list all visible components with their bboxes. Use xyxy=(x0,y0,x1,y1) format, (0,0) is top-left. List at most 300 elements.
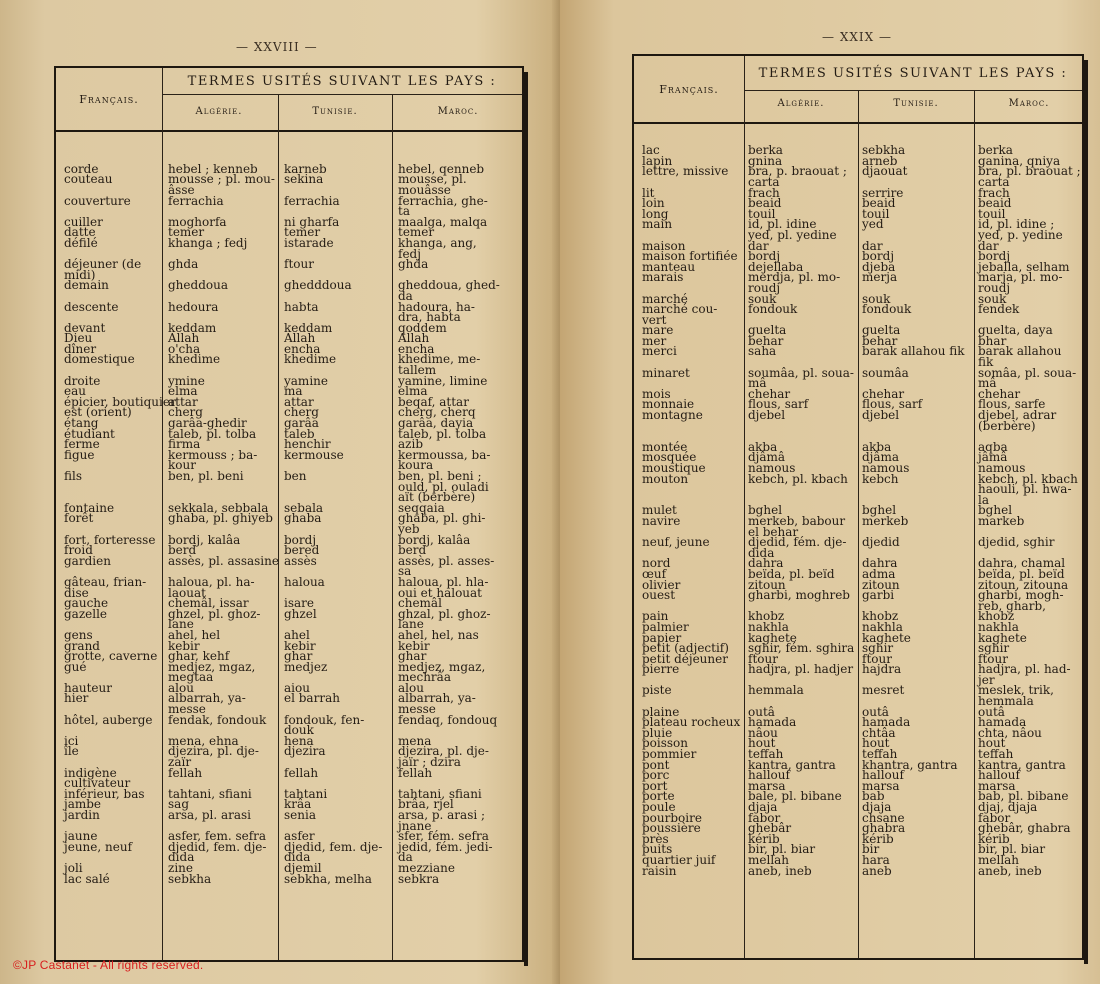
table-cell: jâmâ xyxy=(978,450,1008,465)
copyright-notice: ©JP Castanet - All rights reserved. xyxy=(13,958,204,972)
table-cell: sebala xyxy=(284,500,324,515)
table-cell: gué xyxy=(64,659,87,674)
table-cell: djaouat xyxy=(862,164,908,179)
table-cell: hallouf xyxy=(748,768,790,783)
table-cell: yed, p. yedine xyxy=(978,227,1063,242)
table-cell: djedid, sghir xyxy=(978,535,1055,550)
table-cell: chehar xyxy=(748,386,791,401)
table-cell: khantra, gantra xyxy=(862,757,958,772)
table-cell: merja xyxy=(862,270,898,285)
table-cell: medjez, mgaz, xyxy=(168,659,256,674)
table-cell xyxy=(978,124,1081,135)
table-cell: kérib xyxy=(748,831,780,846)
right-header-francais: Français. xyxy=(659,82,719,96)
table-cell: barak allahou fik xyxy=(862,344,965,359)
table-cell: bir, pl. biar xyxy=(978,842,1046,857)
table-cell xyxy=(398,132,500,143)
table-cell: lac xyxy=(642,143,660,158)
table-cell: sghir xyxy=(862,641,894,656)
table-cell: fabor xyxy=(748,810,781,825)
table-cell: mâ xyxy=(748,376,767,391)
table-cell: merkeb xyxy=(862,513,909,528)
table-cell: namous xyxy=(748,461,796,475)
table-cell: poisson xyxy=(642,736,689,751)
table-cell: indigène xyxy=(64,765,117,780)
table-cell: djezira, pl. dje- xyxy=(398,744,489,759)
table-cell: gens xyxy=(64,627,93,642)
table-cell: arneb xyxy=(862,153,898,168)
table-cell: poule xyxy=(642,800,676,814)
table-cell: dida xyxy=(284,850,311,865)
table-cell: berka xyxy=(748,143,783,158)
table-cell: maison xyxy=(642,238,686,253)
table-cell: nakhla xyxy=(748,619,789,634)
table-cell: djeba xyxy=(862,259,896,274)
table-cell: dahra xyxy=(862,556,898,571)
table-cell xyxy=(748,421,854,432)
table-cell: khanga, ang, xyxy=(398,235,477,250)
table-cell: gheddoua xyxy=(168,278,228,293)
table-cell: neuf, jeune xyxy=(642,535,710,550)
table-cell: kebch, pl. kbach xyxy=(748,471,848,486)
table-cell xyxy=(862,421,965,432)
table-cell: dida xyxy=(168,850,195,865)
table-cell: hallouf xyxy=(862,768,904,783)
table-cell: gharbi, moghreb xyxy=(748,588,850,603)
table-cell: jedid, fém. jedi- xyxy=(398,839,493,854)
table-cell: mousse, pl. xyxy=(398,172,467,187)
table-cell: marja, pl. mo- xyxy=(978,270,1063,285)
table-cell: behar xyxy=(748,333,784,348)
table-cell: datte xyxy=(64,225,96,240)
table-cell: manteau xyxy=(642,259,696,274)
table-cell: outâ xyxy=(862,704,889,719)
table-cell: ahel, hel xyxy=(168,627,221,642)
table-cell: kaghete xyxy=(862,630,911,645)
table-cell: cherg xyxy=(168,405,203,420)
table-cell: jardin xyxy=(64,808,100,822)
right-col-francais xyxy=(642,124,740,876)
table-cell: fontaine xyxy=(64,500,115,515)
table-cell: droite xyxy=(64,373,101,388)
table-cell: merdja, pl. mo- xyxy=(748,270,841,285)
table-cell xyxy=(642,484,740,495)
table-cell: dar xyxy=(748,238,769,253)
table-cell: roudj xyxy=(748,280,781,295)
table-cell: meslek, trik, xyxy=(978,683,1054,698)
table-cell: sekkala, sebbala xyxy=(168,500,269,515)
table-cell: encha xyxy=(398,341,435,356)
table-cell: monnaie xyxy=(642,397,695,412)
table-cell: teffah xyxy=(748,747,784,762)
table-cell: ferrachia, ghe- xyxy=(398,193,488,208)
table-cell: sghir, fém. sghira xyxy=(748,641,855,656)
table-cell: beïda, pl. beïd xyxy=(978,566,1065,581)
left-header-algerie: Algérie. xyxy=(195,106,243,117)
table-cell: bir xyxy=(862,842,880,857)
table-cell: figue xyxy=(64,447,95,462)
table-cell: hout xyxy=(862,736,890,751)
table-cell: djebel xyxy=(862,408,900,423)
right-table-header xyxy=(634,56,1082,124)
table-cell: dahra, chamal xyxy=(978,556,1066,571)
table-cell: fellah xyxy=(398,765,433,780)
table-cell: hadjra, pl. hadjer xyxy=(748,662,854,677)
table-cell: raisin xyxy=(642,863,677,878)
table-cell: jeballa, selham xyxy=(978,259,1070,274)
table-cell: sag xyxy=(168,797,189,812)
table-cell: azib xyxy=(398,437,423,452)
table-cell: hebel, qenneb xyxy=(398,161,485,176)
table-cell: arsa, pl. arasi xyxy=(168,808,252,822)
table-cell: ftour xyxy=(284,257,314,272)
table-cell: ghebâr, ghabra xyxy=(978,821,1071,836)
table-cell: fellah xyxy=(168,765,203,780)
table-cell: temer xyxy=(398,225,435,240)
table-cell: berd xyxy=(168,543,197,558)
table-cell: bered xyxy=(284,543,320,558)
table-cell: arsa, p. arasi ; xyxy=(398,808,486,822)
table-cell: mouâsse xyxy=(398,182,451,197)
table-cell: mena xyxy=(398,733,432,748)
table-cell: marché cou- xyxy=(642,302,718,317)
table-cell: forêt xyxy=(64,511,94,526)
table-cell: petit déjeuner xyxy=(642,651,728,666)
table-cell: zine xyxy=(168,860,193,875)
left-header-francais: Français. xyxy=(79,92,139,106)
table-cell: jer xyxy=(978,672,995,687)
right-header-termes: TERMES USITÉS SUIVANT LES PAYS : xyxy=(758,66,1068,81)
table-cell: grand xyxy=(64,638,100,653)
table-cell: ghzal, pl. ghoz- xyxy=(398,606,491,621)
table-cell: teffah xyxy=(978,747,1014,762)
table-cell: flous, sarfe xyxy=(978,397,1046,412)
table-cell xyxy=(64,132,176,143)
table-cell: da xyxy=(398,850,413,865)
table-cell: bab xyxy=(862,789,885,804)
table-cell: djedid, fem. dje- xyxy=(284,839,383,854)
table-cell: krâa xyxy=(284,797,312,812)
table-cell: bir, pl. biar xyxy=(748,842,816,857)
table-cell: beïda, pl. beïd xyxy=(748,566,835,581)
table-cell: olivier xyxy=(642,577,681,592)
table-cell: devant xyxy=(64,320,106,335)
table-cell: chemâl xyxy=(398,596,442,611)
table-cell: douk xyxy=(284,723,314,738)
table-cell: souk xyxy=(748,291,777,306)
table-cell: soumâa, pl. soua- xyxy=(748,365,854,380)
table-cell: mulet xyxy=(642,503,677,518)
table-cell: beaid xyxy=(862,196,896,211)
table-cell: lapin xyxy=(642,153,673,168)
table-cell: ghabra xyxy=(862,821,906,836)
table-cell: ghzel, pl. ghoz- xyxy=(168,606,261,621)
table-cell: frach xyxy=(978,185,1010,200)
table-cell: id, pl. idine xyxy=(748,217,817,232)
table-cell: lac salé xyxy=(64,871,110,886)
table-cell: djedid, fém. dje- xyxy=(748,535,847,550)
table-cell: long xyxy=(642,206,669,221)
table-cell: reb, gharb, xyxy=(978,598,1046,613)
table-cell: gardien xyxy=(64,553,111,568)
table-cell: saha xyxy=(748,344,777,359)
table-cell: isare xyxy=(284,596,314,611)
table-cell: fedj xyxy=(398,246,421,261)
table-cell: mesret xyxy=(862,683,905,698)
table-cell: asfer, fem. sefra xyxy=(168,829,267,844)
table-cell: mousse ; pl. mou- xyxy=(168,172,275,187)
table-cell: est (orient) xyxy=(64,405,132,420)
table-cell: adma xyxy=(862,566,896,581)
table-cell: jambe xyxy=(64,797,102,812)
table-cell: dîner xyxy=(64,341,97,356)
table-cell: eau xyxy=(64,384,86,399)
table-cell: sebkha xyxy=(862,143,906,158)
table-cell: flous, sarf xyxy=(748,397,809,412)
table-cell: id, pl. idine ; xyxy=(978,217,1055,232)
table-cell: hier xyxy=(64,691,89,706)
table-cell: hemmala xyxy=(748,683,804,698)
table-cell: piste xyxy=(642,683,672,698)
table-cell: khobz xyxy=(748,609,785,624)
table-cell: aiou xyxy=(284,680,310,695)
table-cell: kaghete xyxy=(978,630,1027,645)
table-cell xyxy=(168,482,279,493)
left-header-tunisie: Tunisie. xyxy=(312,106,358,117)
table-cell: défilé xyxy=(64,235,98,250)
table-cell: berka xyxy=(978,143,1013,158)
table-cell: vert xyxy=(642,312,667,327)
table-cell: marsa xyxy=(978,778,1016,793)
table-cell: couverture xyxy=(64,193,131,208)
table-cell: khanga ; fedj xyxy=(168,235,248,250)
right-page-number: — XXIX — xyxy=(822,30,892,44)
table-cell: dahra xyxy=(748,556,784,571)
table-cell: pierre xyxy=(642,662,680,677)
table-cell: keddam xyxy=(284,320,333,335)
table-cell: yamine, limine xyxy=(398,373,488,388)
table-cell: main xyxy=(642,217,673,232)
table-cell: djemil xyxy=(284,860,322,875)
table-cell: mare xyxy=(642,323,674,338)
table-cell: bab, pl. bibane xyxy=(978,789,1069,804)
right-col-maroc xyxy=(978,124,1081,876)
table-cell: chsane xyxy=(862,810,905,825)
table-cell: ferrachia xyxy=(284,193,340,208)
table-cell: étang xyxy=(64,416,99,431)
table-cell: Allah xyxy=(168,331,200,346)
table-cell: garâa xyxy=(284,416,319,431)
table-cell: temer xyxy=(284,225,321,240)
table-cell: assès xyxy=(284,553,317,568)
table-cell: ghebâr xyxy=(748,821,792,836)
table-cell: attar xyxy=(168,394,198,409)
table-cell: poussière xyxy=(642,821,701,836)
table-cell: djebel, adrar xyxy=(978,408,1057,423)
table-cell: pourboire xyxy=(642,810,702,825)
table-cell: cherg xyxy=(284,405,319,420)
table-cell: gnina xyxy=(748,153,783,168)
table-cell: flous, sarf xyxy=(862,397,923,412)
table-cell: ma xyxy=(284,384,303,399)
table-cell: Allah xyxy=(398,331,430,346)
table-cell: sa xyxy=(398,564,412,579)
table-cell: guelta xyxy=(748,323,787,338)
table-cell: mois xyxy=(642,386,671,401)
table-cell: mena, ehna xyxy=(168,733,239,748)
table-cell: hamada xyxy=(748,715,797,730)
table-cell: lettre, missive xyxy=(642,164,729,179)
table-cell: grotte, caverne xyxy=(64,649,158,664)
table-cell: asfer xyxy=(284,829,315,844)
table-cell: senia xyxy=(284,808,316,822)
table-cell: beaid xyxy=(748,196,782,211)
table-cell: (berbère) xyxy=(978,418,1036,433)
table-cell: barak allahou xyxy=(978,344,1062,359)
table-cell: sekina xyxy=(284,172,324,187)
table-cell: ahel, hel, nas xyxy=(398,627,479,642)
table-cell: djezira xyxy=(284,744,326,759)
table-cell: serrire xyxy=(862,185,904,200)
table-cell: temer xyxy=(168,225,205,240)
table-cell: yed, pl. yedine xyxy=(748,227,837,242)
table-cell: aqba xyxy=(978,439,1008,454)
table-cell: corde xyxy=(64,161,99,176)
table-cell: hout xyxy=(978,736,1006,751)
table-cell: bordj, kalâa xyxy=(398,532,471,547)
table-cell xyxy=(398,143,500,154)
table-cell: marché xyxy=(642,291,688,306)
table-cell: gheddoua, ghed- xyxy=(398,278,500,293)
table-cell: hadoura, ha- xyxy=(398,299,475,314)
table-cell: outâ xyxy=(748,704,775,719)
table-cell: sebkha, melha xyxy=(284,871,372,886)
table-cell: fondouk xyxy=(748,302,798,317)
table-cell: djaja xyxy=(748,800,778,814)
table-cell: akba xyxy=(862,439,892,454)
table-cell: domestique xyxy=(64,352,135,367)
table-cell: ftour xyxy=(748,651,778,666)
table-cell: hadjra, pl. had- xyxy=(978,662,1071,677)
table-cell: messe xyxy=(398,702,436,717)
table-cell: jeune, neuf xyxy=(64,839,133,854)
table-cell: midi) xyxy=(64,267,96,282)
table-cell: o'cha xyxy=(168,341,201,356)
table-cell: porte xyxy=(642,789,675,804)
table-cell: bale, pl. bibane xyxy=(748,789,842,804)
table-cell: ferme xyxy=(64,437,100,452)
table-cell: el barrah xyxy=(284,691,340,706)
table-cell: joli xyxy=(64,860,83,875)
table-cell: fik xyxy=(978,355,994,370)
table-cell: djaj, djaja xyxy=(978,800,1038,814)
table-cell: bra, p. braouat ; xyxy=(748,164,847,179)
table-cell: beaid xyxy=(978,196,1012,211)
table-cell: khobz xyxy=(978,609,1015,624)
table-cell: ghaba, pl. ghi- xyxy=(398,511,486,526)
table-cell: sebkra xyxy=(398,871,440,886)
table-cell: ben xyxy=(284,469,307,483)
table-cell xyxy=(64,725,176,736)
table-cell: hebel ; kenneb xyxy=(168,161,258,176)
table-cell: hôtel, auberge xyxy=(64,712,153,727)
table-cell xyxy=(862,484,965,495)
table-cell: haloua, pl. hla- xyxy=(398,574,489,589)
table-cell: aït (berbère) xyxy=(398,490,476,505)
table-cell: lit xyxy=(642,185,655,200)
table-cell: khobz xyxy=(862,609,899,624)
table-cell: tahtani xyxy=(284,786,328,801)
table-cell: ghar, kehf xyxy=(168,649,230,664)
table-cell: jnane xyxy=(398,818,432,833)
table-cell: ghda xyxy=(168,257,199,272)
table-cell: fils xyxy=(64,469,82,483)
table-cell: puits xyxy=(642,842,673,857)
table-cell: port xyxy=(642,778,668,793)
table-cell: mouton xyxy=(642,471,689,486)
table-cell: yamine xyxy=(284,373,328,388)
table-cell: ghzel xyxy=(284,606,317,621)
table-cell: taleb xyxy=(284,426,315,441)
table-cell: berd xyxy=(398,543,427,558)
table-cell: istarade xyxy=(284,235,334,250)
table-cell: chehar xyxy=(978,386,1021,401)
table-cell: kermouse xyxy=(284,447,344,462)
table-cell: zitoun xyxy=(862,577,900,592)
table-cell: cherg, cherq xyxy=(398,405,476,420)
table-cell: jaune xyxy=(64,829,98,844)
table-cell: hena xyxy=(284,733,314,748)
table-cell: alou xyxy=(398,680,424,695)
table-cell: kantra, gantra xyxy=(748,757,836,772)
table-cell xyxy=(748,484,854,495)
table-cell: djâma xyxy=(862,450,900,465)
table-cell: gazelle xyxy=(64,606,108,621)
right-header-tunisie: Tunisie. xyxy=(893,98,939,109)
table-cell: ghda xyxy=(398,257,429,272)
table-cell: messe xyxy=(168,702,206,717)
left-table xyxy=(54,66,524,962)
table-cell xyxy=(64,482,176,493)
table-cell: markeb xyxy=(978,513,1025,528)
table-cell: pluie xyxy=(642,725,673,740)
table-cell: petit (adjectif) xyxy=(642,641,729,656)
table-cell: teffah xyxy=(862,747,898,762)
table-cell: ghaba, pl. ghiyeb xyxy=(168,511,273,526)
table-cell: kérib xyxy=(862,831,894,846)
table-cell: kebch, pl. kbach xyxy=(978,471,1078,486)
table-cell: pommier xyxy=(642,747,697,762)
table-cell: lane xyxy=(398,617,424,632)
table-cell: namous xyxy=(978,461,1026,475)
table-cell: zaïr xyxy=(168,755,192,770)
table-cell: ftour xyxy=(862,651,892,666)
table-cell: frach xyxy=(748,185,780,200)
table-cell: zitoun xyxy=(748,577,786,592)
table-cell xyxy=(642,177,740,188)
table-cell: touil xyxy=(978,206,1006,221)
table-cell: roudj xyxy=(978,280,1011,295)
table-cell: dar xyxy=(862,238,883,253)
table-cell: demain xyxy=(64,278,109,293)
table-cell: albarrah, ya- xyxy=(398,691,476,706)
right-header-maroc: Maroc. xyxy=(1008,98,1050,109)
table-cell: namous xyxy=(862,461,910,475)
table-cell: œuf xyxy=(642,566,667,581)
right-page xyxy=(560,0,1100,984)
table-cell: el behar xyxy=(748,524,799,539)
table-cell: djezira, pl. dje- xyxy=(168,744,259,759)
